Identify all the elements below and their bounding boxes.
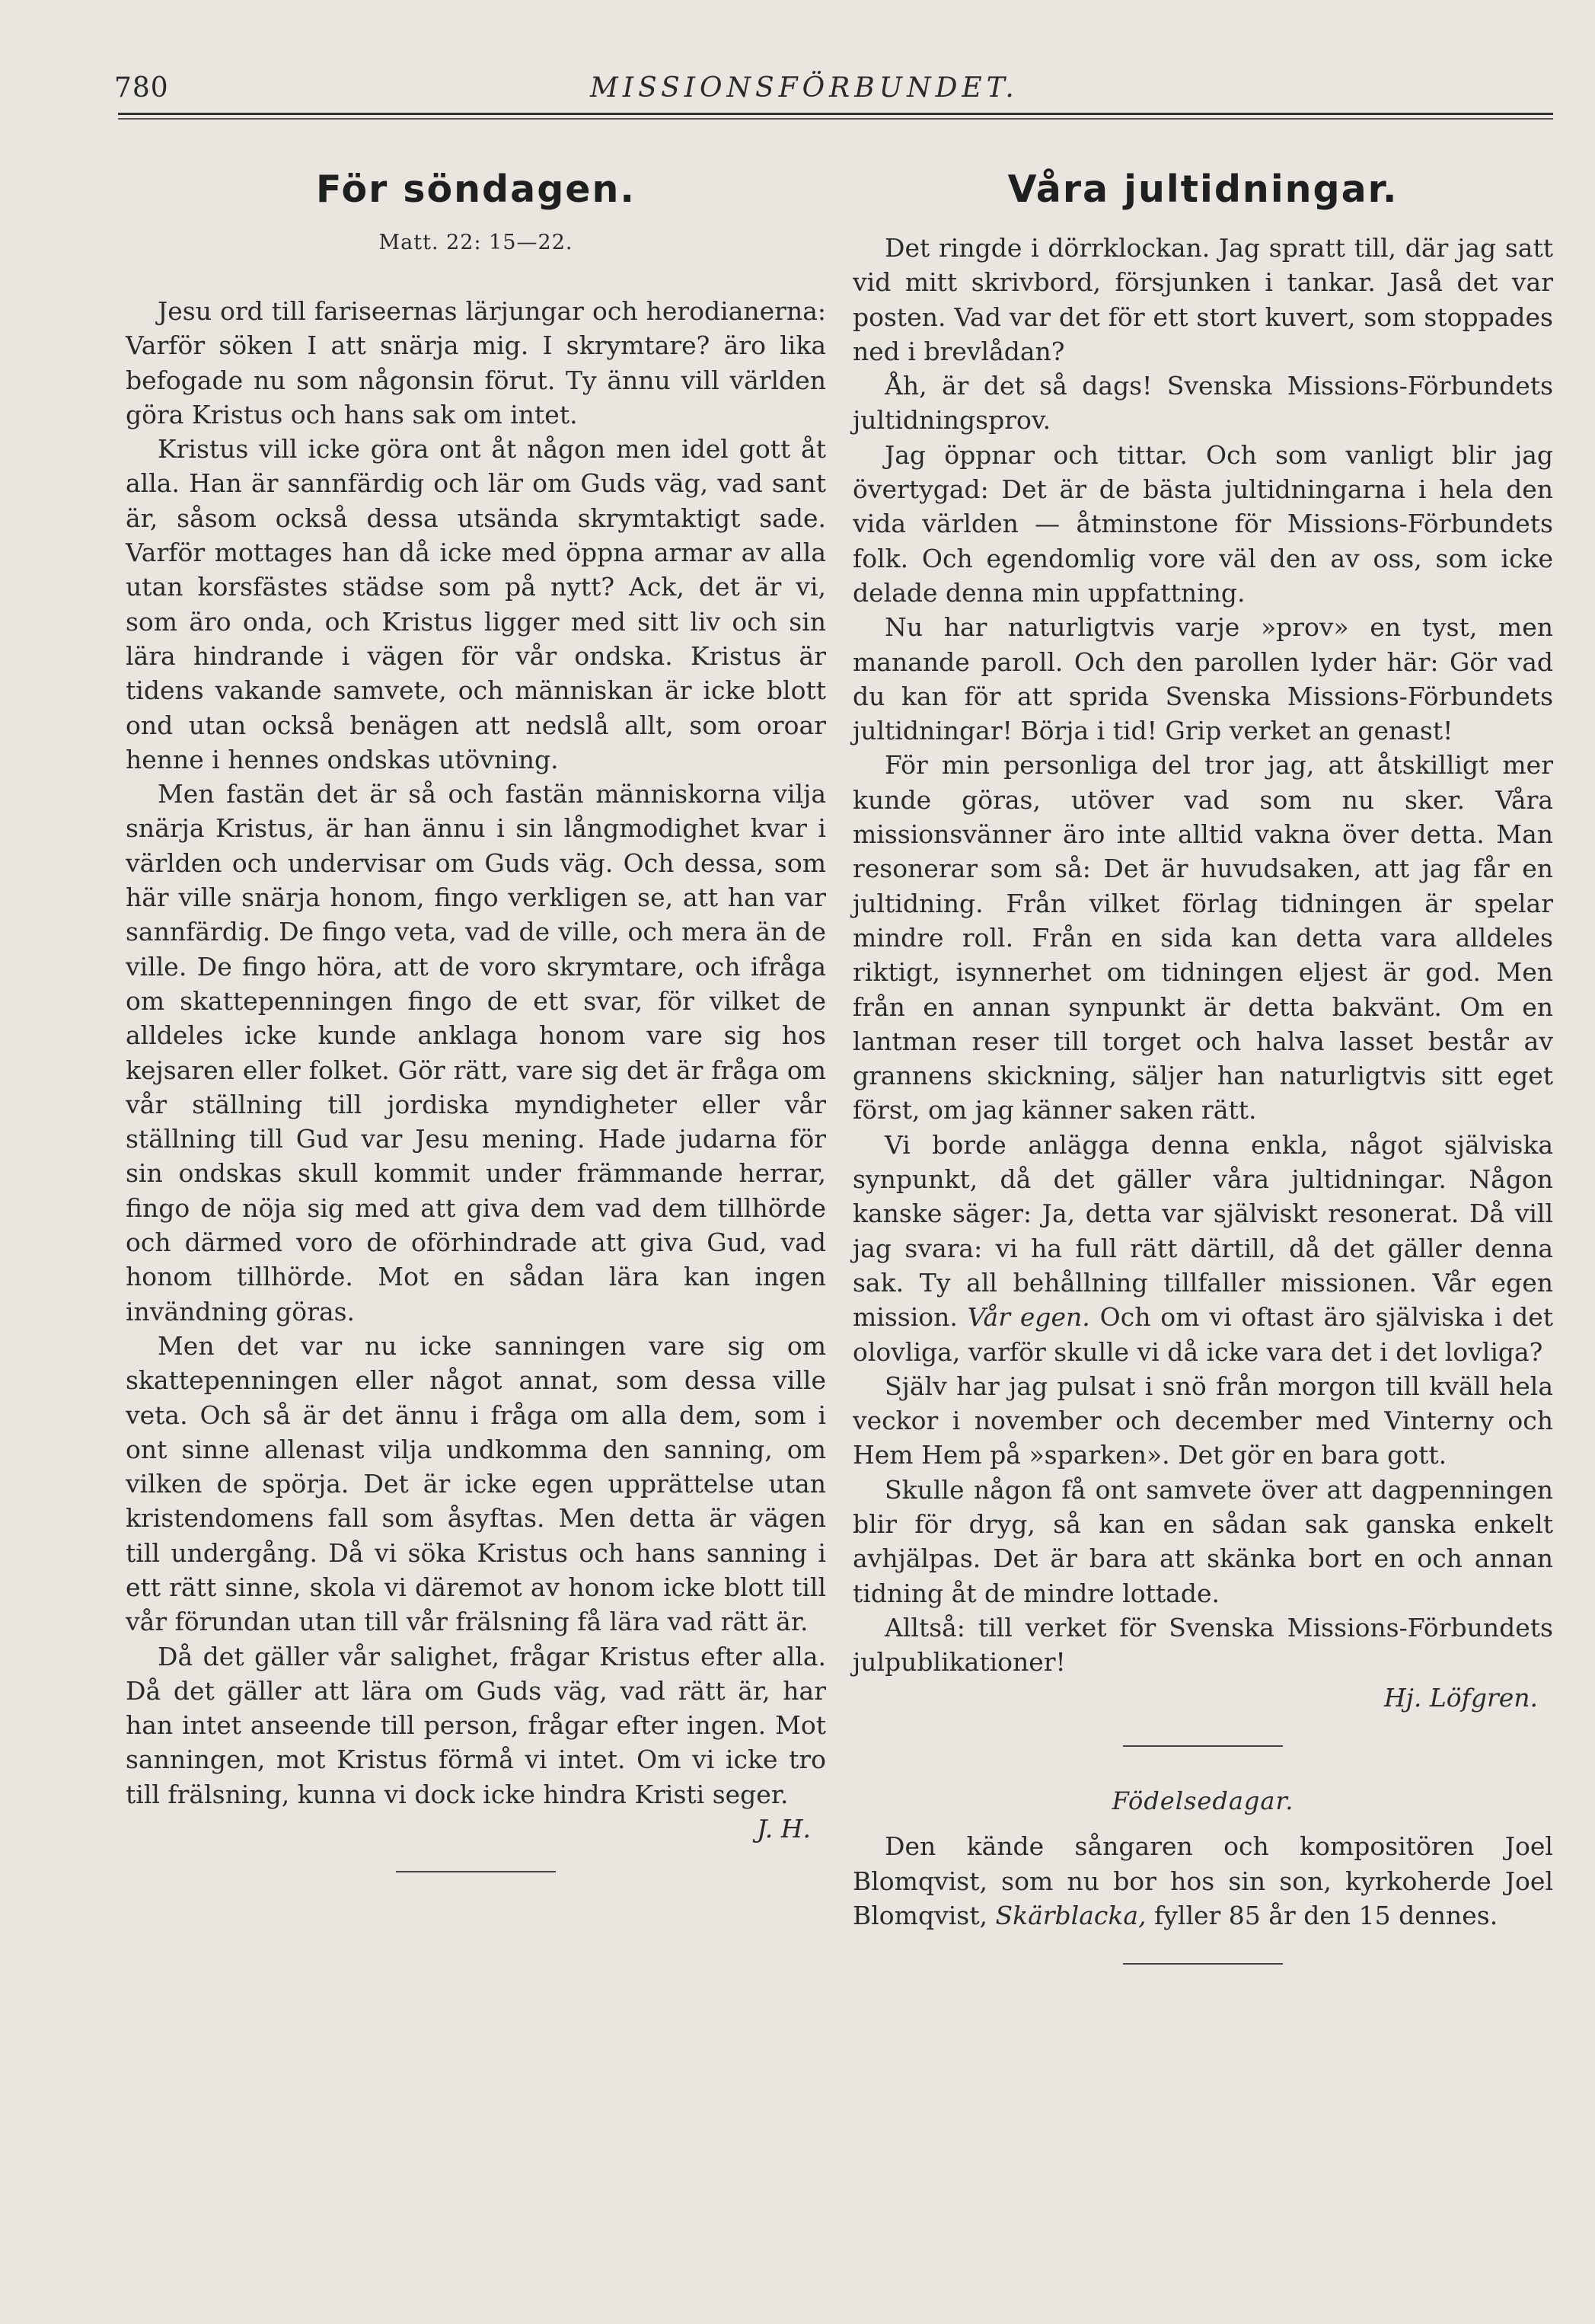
page-header	[114, 72, 1549, 118]
birthday-text-start: Den kände sångaren och kompositören Joel Blomqvist, som nu bor hos sin son, kyrkoherde Joel Blomqvist,	[853, 1831, 1553, 1931]
birthday-text-end: fyller 85 år den 15 dennes.	[1154, 1901, 1498, 1931]
article-paragraph: Det ringde i dörrklockan. Jag spratt till, där jag satt vid mitt skrivbord, försjunken i tankar. Jaså det var posten. Vad var det för ett stort kuvert, som stoppades ned i brevlådan?	[853, 233, 1553, 366]
article-heading: Våra jultidningar.	[1007, 168, 1399, 211]
sermon-paragraph: Jesu ord till fariseernas lärjungar och herodianerna: Varför söken I att snärja mig. I skrymtare? äro lika befogade nu som någonsin förut. Ty ännu vill världen göra Kristus och hans sak om intet.	[126, 296, 826, 429]
article-paragraph: Jag öppnar och tittar. Och som vanligt blir jag övertygad: Det är de bästa jultidningarna i hela den vida världen — åtminstone för Missions-Förbundets folk. Och egendomlig vore väl den av oss, som icke delade denna min uppfattning.	[853, 439, 1553, 608]
sermon-paragraph: Kristus vill icke göra ont åt någon men idel gott åt alla. Han är sannfärdig och lär om Guds väg, vad sant är, såsom också dessa utsända skrymtaktigt sade. Varför mottages han då icke med öppna armar av alla utan korsfästes städse som på nytt? Ack, det är vi, som äro onda, och Kristus ligger med sitt liv och sin lära hindrande i vägen för vår ondska. Kristus är tidens vakande samvete, och människan är icke blott ond utan också benägen att nedslå allt, som oroar henne i hennes ondskas utövning.	[126, 434, 826, 774]
sermon-paragraph: Men det var nu icke sanningen vare sig om skattepenningen eller något annat, som dessa ville veta. Och så är det ännu i fråga om alla dem, som i ont sinne allenast vilja undkomma den sanning, om vilken de spörja. Det är icke egen upprättelse utan kristendomens fall som åsyftas. Men detta är vägen till undergång. Då vi söka Kristus och hans sanning i ett rätt sinne, skola vi däremot av honom icke blott till vår förundan utan till vår frälsning få lära vad rätt är.	[126, 1330, 826, 1637]
article-paragraph: Åh, är det så dags! Svenska Missions-Förbundets jultidningsprov.	[853, 371, 1553, 436]
sermon-signature: J. H.	[757, 1814, 811, 1844]
left-column	[126, 152, 826, 1872]
birthday-heading: Födelsedagar.	[1112, 1786, 1294, 1816]
left-divider	[396, 1871, 556, 1872]
article-paragraph	[853, 1128, 1553, 1369]
sermon-paragraph: Men fastän det är så och fastän människorna vilja snärja Kristus, är han ännu i sin långmodighet kvar i världen och undervisar om Guds väg. Och dessa, som här ville snärja honom, fingo verkligen se, att han var sannfärdig. De fingo veta, vad de ville, och mera än de ville. De fingo höra, att de voro skrymtare, och ifråga om skattepenningen fingo de ett svar, för vilket de alldeles icke kunde anklaga honom vare sig hos kejsaren eller folket. Gör rätt, vare sig det är fråga om vår ställning till jordiska myndigheter eller vår ställning till Gud var Jesu mening. Hade judarna för sin ondskas skull kommit under främmande herrar, fingo de nöja sig med att giva dem vad dem tillhörde och därmed voro de oförhindrade att giva Gud, vad honom tillhörde. Mot en sådan lära kan ingen invändning göras.	[126, 779, 826, 1326]
header-rule	[118, 113, 1553, 120]
article-signature: Hj. Löfgren.	[1383, 1683, 1538, 1713]
article-paragraph: Själv har jag pulsat i snö från morgon till kväll hela veckor i november och december med Vinterny och Hem Hem på »sparken». Det gör en bara gott.	[853, 1371, 1553, 1470]
article-paragraph: För min personliga del tror jag, att åtskilligt mer kunde göras, utöver vad som nu sker. Våra missionsvänner äro inte alltid vakna över detta. Man resonerar som så: Det är huvudsaken, att jag får en jultidning. Från vilket förlag tidningen är spelar mindre roll. Från en sida kan detta vara alldeles riktigt, isynnerhet om tidningen eljest är god. Men från en annan synpunkt är detta bakvänt. Om en lantman reser till torget och halva lasset består av grannens skickning, säljer han naturligtvis sitt eget först, om jag känner saken rätt.	[853, 750, 1553, 1125]
birthday-notice	[853, 1829, 1553, 1933]
right-bottom-divider	[1123, 1963, 1283, 1965]
right-divider	[1123, 1745, 1283, 1747]
right-column	[853, 152, 1553, 1965]
article-paragraph: Nu har naturligtvis varje »prov» en tyst, men manande paroll. Och den parollen lyder här: Gör vad du kan för att sprida Svenska Missions-Förbundets jultidningar! Börja i tid! Grip verket an genast!	[853, 612, 1553, 746]
italic-phrase: Vår egen.	[967, 1302, 1090, 1333]
article-para-tail: Och om vi oftast äro själviska i det olovliga, varför skulle vi då icke vara det i det lovliga?	[853, 1302, 1553, 1367]
birthday-place: Skärblacka,	[995, 1901, 1147, 1931]
running-title: MISSIONSFÖRBUNDET.	[590, 72, 1019, 104]
article-paragraph: Skulle någon få ont samvete över att dagpenningen blir för dryg, så kan en sådan sak ganska enkelt avhjälpas. Det är bara att skänka bort en och annan tidning åt de mindre lottade.	[853, 1474, 1553, 1608]
scripture-reference: Matt. 22: 15—22.	[378, 231, 573, 254]
sermon-final-text: Då det gäller vår salighet, frågar Kristus efter alla. Då det gäller att lära om Guds väg, vad rätt är, har han intet anseende till person, frågar efter ingen. Mot sanningen, mot Kristus förmå vi intet. Om vi icke tro till frälsning, kunna vi dock icke hindra Kristi seger.	[126, 1641, 826, 1809]
page-number: 780	[114, 72, 169, 104]
article-para-text: Vi borde anlägga denna enkla, något själviska synpunkt, då det gäller våra jultidningar. Någon kanske säger: Ja, detta var själviskt resonerat. Då vill jag svara: vi ha full rätt därtill, då det gäller denna sak. Ty all behållning tillfaller missionen. Vår egen mission.	[853, 1129, 1553, 1333]
sermon-paragraph	[126, 1639, 826, 1844]
article-paragraph: Alltså: till verket för Svenska Missions-Förbundets julpublikationer!	[853, 1612, 1553, 1678]
sermon-heading: För söndagen.	[315, 168, 636, 211]
